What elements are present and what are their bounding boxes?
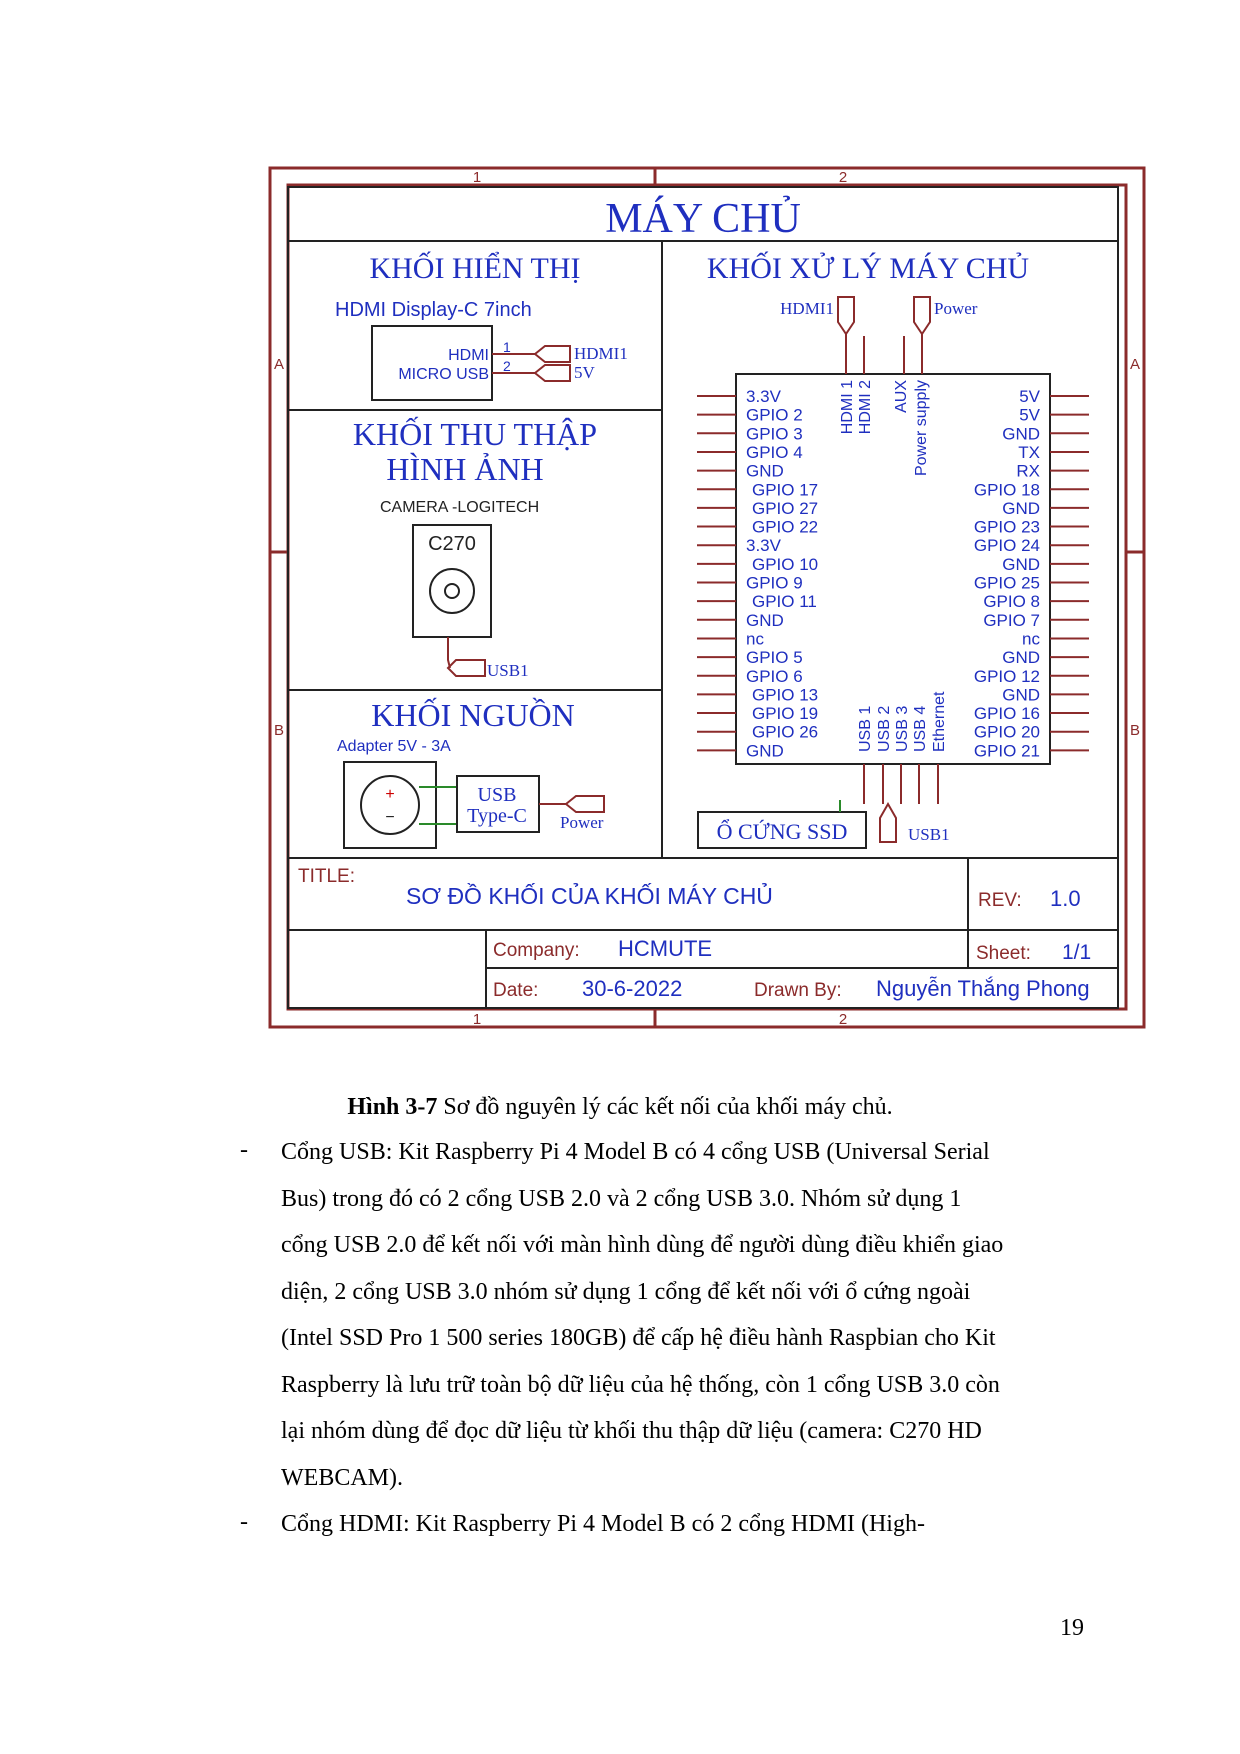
left-pin-label: GPIO 3 [746,424,803,444]
right-pin-label: GND [1002,498,1040,518]
left-pin-label: GPIO 13 [752,685,819,705]
caption-label: Hình 3-7 [347,1094,438,1120]
diagram-title: MÁY CHỦ [605,196,801,242]
right-pin-label: GND [1002,424,1040,444]
paragraph-line: Cổng USB: Kit Raspberry Pi 4 Model B có 4 cổng USB (Universal Serial [281,1139,990,1165]
paragraph-usb [281,1129,1081,1501]
bullet-marker-1: - [240,1137,248,1163]
company-value: HCMUTE [618,936,713,961]
power-block-heading: KHỐI NGUỒN [371,697,575,733]
net-label-hdmi1: HDMI1 [574,344,628,363]
bottom-port-label: Ethernet [931,691,948,752]
date-label: Date: [493,980,539,1001]
left-pin-label: 3.3V [746,387,781,406]
company-label: Company: [493,940,580,961]
left-pin-label: GPIO 4 [746,442,803,462]
right-pin-label: GPIO 24 [973,536,1040,556]
page-number: 19 [1060,1615,1084,1641]
paragraph-line: Raspberry là lưu trữ toàn bộ dữ liệu của hệ thống, còn 1 cổng USB 3.0 còn [281,1371,1000,1398]
right-pin-label: GPIO 23 [973,517,1040,537]
rev-value: 1.0 [1050,886,1081,911]
paragraph-line: WEBCAM). [281,1464,403,1491]
right-pin-label: GPIO 20 [973,722,1040,742]
camera-net-label: USB1 [487,661,529,680]
display-pin1: 1 [503,339,511,355]
display-block-heading: KHỐI HIỂN THỊ [369,252,581,285]
adapter-minus: − [385,809,395,826]
paragraph-line: Bus) trong đó có 2 cổng USB 2.0 và 2 cổng USB 3.0. Nhóm sử dụng 1 [281,1185,962,1212]
bottom-port-label: USB 3 [894,705,911,752]
right-pin-label: GPIO 18 [973,480,1040,500]
left-pin-label: GPIO 26 [752,722,819,742]
left-pin-label: GPIO 5 [746,648,803,668]
adapter-label: Adapter 5V - 3A [337,738,451,755]
date-value: 30-6-2022 [582,976,683,1001]
drawn-label: Drawn By: [754,980,842,1001]
paragraph-hdmi [281,1501,1081,1548]
zone-col2-top: 2 [838,169,848,186]
right-pin-label: TX [1018,442,1040,462]
display-port-usb: MICRO USB [398,366,489,383]
left-pin-label: GND [746,741,784,761]
zone-col2-bottom: 2 [838,1011,848,1028]
paragraph-line: lại nhóm dùng để đọc dữ liệu từ khối thu thập dữ liệu (camera: C270 HD [281,1418,982,1444]
right-pin-label: GPIO 8 [983,592,1040,612]
top-net-power-label: Power [934,299,978,318]
zone-rowA-left: A [273,356,285,373]
right-pin-label: GPIO 7 [983,610,1040,630]
left-pin-label: GPIO 2 [746,405,803,425]
left-pin-label: GND [746,610,784,630]
display-device-label: HDMI Display-C 7inch [335,299,532,321]
left-pin-label: GPIO 19 [752,704,819,724]
bottom-port-label: USB 1 [857,705,874,752]
zone-col1-top: 1 [472,169,482,186]
drawn-value: Nguyễn Thắng Phong [876,976,1090,1001]
net-label-5v: 5V [574,363,595,382]
left-pin-label: GPIO 17 [752,480,819,500]
title-label: TITLE: [298,866,356,887]
caption-text: Sơ đồ nguyên lý các kết nối của khối máy chủ. [437,1094,893,1120]
paragraph-line: Cổng HDMI: Kit Raspberry Pi 4 Model B có 2 cổng HDMI (High- [281,1511,925,1537]
top-port-label: HDMI 2 [857,380,874,435]
right-pin-label: 5V [1019,387,1040,406]
capture-block-heading-1: KHỐI THU THẬP [352,416,598,452]
zone-rowB-left: B [273,722,285,739]
right-pin-label: GPIO 25 [973,573,1040,593]
camera-device-label: CAMERA -LOGITECH [380,499,540,516]
bottom-port-label: USB 4 [912,705,929,752]
left-pin-label: GPIO 22 [752,517,819,537]
left-pin-label: GPIO 6 [746,666,803,686]
sheet-value: 1/1 [1062,941,1092,964]
top-port-label: HDMI 1 [839,380,856,435]
zone-rowA-right: A [1129,356,1141,373]
right-pin-label: GND [1002,685,1040,705]
top-port-label: Power supply [913,380,930,477]
camera-model: C270 [428,533,476,555]
left-pin-label: GPIO 9 [746,573,803,593]
usb-typec-line1: USB [477,784,517,806]
top-port-label: AUX [893,380,910,413]
right-pin-label: GPIO 16 [973,704,1040,724]
bottom-port-label: USB 2 [876,705,893,752]
left-pin-label: nc [746,629,764,649]
display-pin2: 2 [503,358,511,374]
left-pin-label: GPIO 11 [752,592,817,612]
ssd-label: Ổ CỨNG SSD [716,819,848,844]
right-pin-label: GPIO 12 [973,666,1040,686]
top-net-hdmi-label: HDMI1 [780,299,834,318]
left-pin-label: GPIO 27 [752,498,819,518]
title-value: SƠ ĐỒ KHỐI CỦA KHỐI MÁY CHỦ [406,883,773,909]
power-net-label: Power [560,813,604,832]
figure-caption [0,1094,1240,1121]
paragraph-line: diện, 2 cổng USB 3.0 nhóm sử dụng 1 cổng để kết nối với ổ cứng ngoài [281,1278,971,1305]
adapter-plus: + [385,786,395,803]
right-pin-label: RX [1016,461,1040,481]
left-pin-label: GPIO 10 [752,554,819,574]
right-pin-label: GPIO 21 [973,741,1040,761]
left-pin-label: 3.3V [746,536,781,556]
paragraph-line: cổng USB 2.0 để kết nối với màn hình dùng để người dùng điều khiển giao [281,1232,1004,1258]
rev-label: REV: [978,890,1022,911]
right-pin-label: nc [1022,629,1040,649]
zone-rowB-right: B [1129,722,1141,739]
bottom-net-label: USB1 [908,825,950,844]
sheet-label: Sheet: [976,943,1031,964]
usb-typec-line2: Type-C [467,805,527,827]
paragraph-line: (Intel SSD Pro 1 500 series 180GB) để cấp hệ điều hành Raspbian cho Kit [281,1325,996,1351]
right-pin-label: GND [1002,554,1040,574]
right-pin-label: GND [1002,648,1040,668]
zone-col1-bottom: 1 [472,1011,482,1028]
right-pin-label: 5V [1019,405,1040,425]
left-pin-label: GND [746,461,784,481]
display-port-hdmi: HDMI [448,347,489,364]
capture-block-heading-2: HÌNH ẢNH [386,451,544,487]
processor-block-heading: KHỐI XỬ LÝ MÁY CHỦ [706,252,1030,285]
bullet-marker-2: - [240,1509,248,1535]
